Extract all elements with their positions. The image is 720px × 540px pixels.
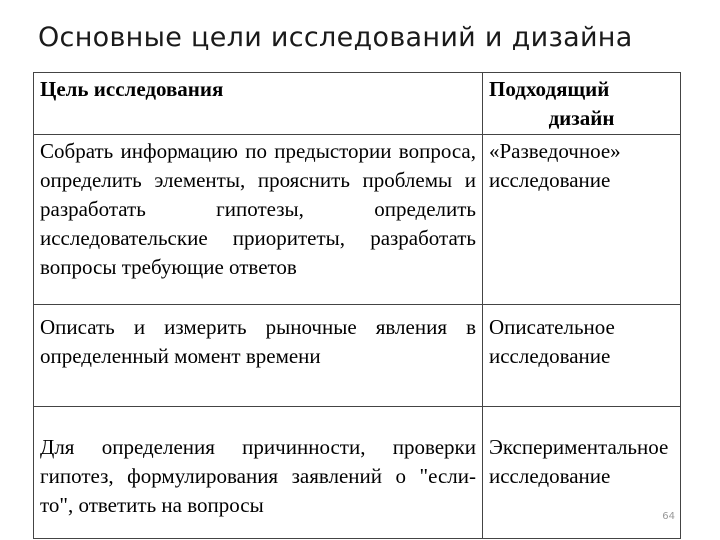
slide-title: Основные цели исследований и дизайна: [38, 22, 633, 53]
table-header-row: [34, 73, 681, 135]
header-design-line1: Подходящий: [489, 77, 610, 101]
design-cell: Экспериментальное исследование: [483, 407, 681, 539]
goals-design-table: [33, 72, 681, 539]
page-number: 64: [662, 511, 675, 522]
design-cell: «Разведочное» исследование: [483, 135, 681, 305]
goal-cell: Описать и измерить рыночные явления в определенный момент времени: [34, 305, 483, 407]
header-goal: Цель исследования: [34, 73, 483, 135]
goal-cell: Собрать информацию по предыстории вопроса, определить элементы, прояснить проблемы и разработать гипотезы, определить исследовательские приоритеты, разработать вопросы требующие ответов: [34, 135, 483, 305]
goal-cell: Для определения причинности, проверки гипотез, формулирования заявлений о "если-то", ответить на вопросы: [34, 407, 483, 539]
table-row: [34, 135, 681, 305]
header-design-line2: дизайн: [548, 106, 615, 130]
header-design: [483, 73, 681, 135]
table-row: [34, 305, 681, 407]
table-row: [34, 407, 681, 539]
design-cell: Описательное исследование: [483, 305, 681, 407]
